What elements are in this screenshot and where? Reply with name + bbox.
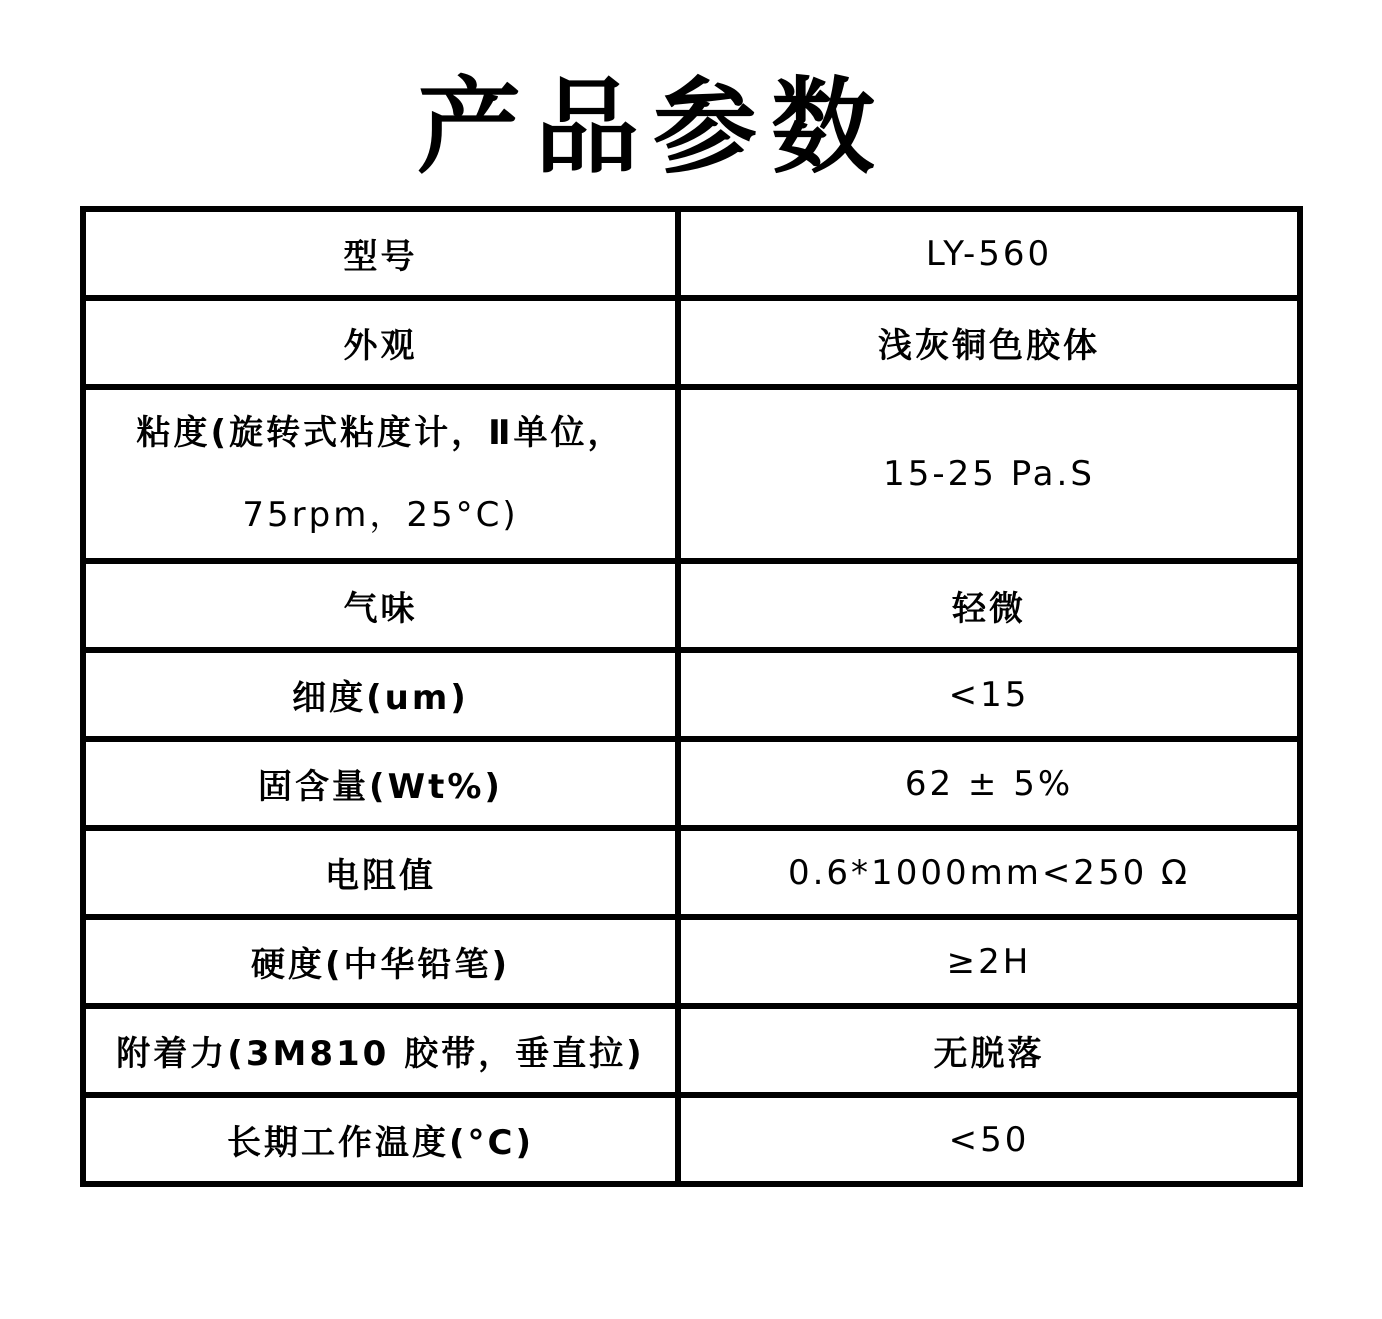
param-label: 硬度(中华铅笔) — [83, 917, 678, 1006]
param-value: LY-560 — [678, 209, 1300, 298]
table-row-working-temperature — [83, 1095, 1300, 1184]
param-value: 浅灰铜色胶体 — [678, 298, 1300, 387]
table-row-model — [83, 209, 1300, 298]
param-label: 气味 — [83, 561, 678, 650]
page-title: 产品参数 — [416, 66, 889, 188]
param-label — [83, 387, 678, 561]
param-label: 电阻值 — [83, 828, 678, 917]
param-value: 15-25 Pa.S — [678, 387, 1300, 561]
param-label: 附着力(3M810 胶带，垂直拉) — [83, 1006, 678, 1095]
param-label: 细度(um) — [83, 650, 678, 739]
table-row-solid-content — [83, 739, 1300, 828]
param-value: <15 — [678, 650, 1300, 739]
param-label: 型号 — [83, 209, 678, 298]
param-value: 轻微 — [678, 561, 1300, 650]
table-row-fineness — [83, 650, 1300, 739]
table-row-hardness — [83, 917, 1300, 1006]
param-label: 长期工作温度(°C) — [83, 1095, 678, 1184]
param-value: 62 ± 5% — [678, 739, 1300, 828]
table-row-resistance — [83, 828, 1300, 917]
param-label: 外观 — [83, 298, 678, 387]
param-value: 无脱落 — [678, 1006, 1300, 1095]
param-value: ≥2H — [678, 917, 1300, 1006]
table-row-viscosity — [83, 387, 1300, 561]
param-label-line2: 75rpm，25°C) — [242, 495, 519, 535]
param-label-line1: 粘度(旋转式粘度计，Ⅱ单位， — [136, 413, 625, 453]
product-parameter-table — [80, 206, 1303, 1187]
table-row-appearance — [83, 298, 1300, 387]
param-value: <50 — [678, 1095, 1300, 1184]
param-value: 0.6*1000mm<250 Ω — [678, 828, 1300, 917]
table-row-adhesion — [83, 1006, 1300, 1095]
param-label: 固含量(Wt%) — [83, 739, 678, 828]
table-row-odor — [83, 561, 1300, 650]
